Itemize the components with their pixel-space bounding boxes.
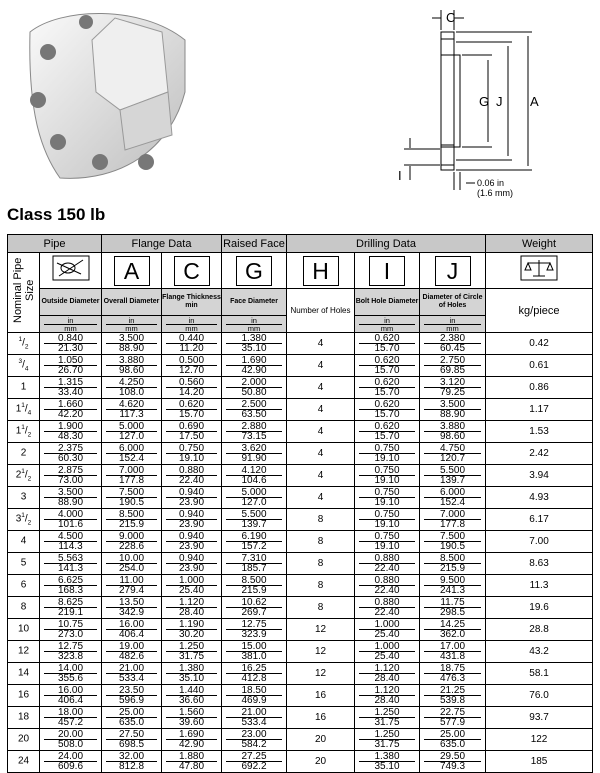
bolt-hole-icon: I bbox=[355, 253, 420, 289]
weight-cell: 1.17 bbox=[486, 399, 593, 421]
overall-diameter-cell: 6.000 152.4 bbox=[102, 443, 162, 465]
outside-diameter-cell: 3.500 88.90 bbox=[40, 487, 102, 509]
flange-thickness-cell: 0.940 23.90 bbox=[162, 531, 222, 553]
weight-cell: 93.7 bbox=[486, 707, 593, 729]
outside-diameter-cell: 6.625 168.3 bbox=[40, 575, 102, 597]
nps-cell: 3 bbox=[8, 487, 40, 509]
face-diameter-cell: 7.310 185.7 bbox=[222, 553, 287, 575]
desc-outside-diameter: Outside Diameter bbox=[40, 289, 102, 316]
circle-of-holes-cell: 7.000 177.8 bbox=[420, 509, 486, 531]
outside-diameter-cell: 1.315 33.40 bbox=[40, 377, 102, 399]
circle-of-holes-cell: 8.500 215.9 bbox=[420, 553, 486, 575]
circle-of-holes-cell: 18.75 476.3 bbox=[420, 663, 486, 685]
desc-bolt-hole-diameter: Bolt Hole Diameter bbox=[355, 289, 420, 316]
face-diameter-cell: 15.00 381.0 bbox=[222, 641, 287, 663]
number-of-holes-cell: 4 bbox=[287, 443, 355, 465]
weight-cell: 11.3 bbox=[486, 575, 593, 597]
overall-diameter-cell: 16.00 406.4 bbox=[102, 619, 162, 641]
weight-cell: 0.42 bbox=[486, 333, 593, 355]
table-row bbox=[8, 509, 593, 531]
flange-thickness-cell: 0.750 19.10 bbox=[162, 443, 222, 465]
outside-diameter-cell: 14.00 355.6 bbox=[40, 663, 102, 685]
flange-thickness-cell: 0.440 11.20 bbox=[162, 333, 222, 355]
weight-cell: 76.0 bbox=[486, 685, 593, 707]
outside-diameter-cell: 24.00 609.6 bbox=[40, 751, 102, 773]
face-diameter-cell: 2.500 63.50 bbox=[222, 399, 287, 421]
bolt-hole-diameter-cell: 0.620 15.70 bbox=[355, 421, 420, 443]
outside-diameter-cell: 1.900 48.30 bbox=[40, 421, 102, 443]
table-row bbox=[8, 685, 593, 707]
overall-diameter-cell: 3.880 98.60 bbox=[102, 355, 162, 377]
circle-of-holes-cell: 17.00 431.8 bbox=[420, 641, 486, 663]
table-row bbox=[8, 729, 593, 751]
nps-cell: 24 bbox=[8, 751, 40, 773]
bolt-hole-diameter-cell: 0.750 19.10 bbox=[355, 531, 420, 553]
page-title: Class 150 lb bbox=[7, 205, 106, 224]
weight-cell: 43.2 bbox=[486, 641, 593, 663]
group-header-drilling: Drilling Data bbox=[287, 235, 486, 253]
flange-thickness-cell: 1.120 28.40 bbox=[162, 597, 222, 619]
table-row bbox=[8, 487, 593, 509]
bolt-hole-diameter-cell: 0.750 19.10 bbox=[355, 487, 420, 509]
desc-flange-thickness: Flange Thickness min bbox=[162, 289, 222, 316]
number-of-holes-cell: 8 bbox=[287, 575, 355, 597]
circle-of-holes-cell: 9.500 241.3 bbox=[420, 575, 486, 597]
overall-diameter-cell: 21.00 533.4 bbox=[102, 663, 162, 685]
overall-diameter-cell: 19.00 482.6 bbox=[102, 641, 162, 663]
overall-diameter-cell: 27.50 698.5 bbox=[102, 729, 162, 751]
desc-number-of-holes: Number of Holes bbox=[287, 289, 355, 333]
flange-3d-render bbox=[30, 13, 185, 178]
flange-thickness-cell: 1.190 30.20 bbox=[162, 619, 222, 641]
table-row bbox=[8, 333, 593, 355]
table-row bbox=[8, 531, 593, 553]
bolt-hole-diameter-cell: 0.620 15.70 bbox=[355, 355, 420, 377]
nps-cell: 14 bbox=[8, 663, 40, 685]
circle-icon: J bbox=[420, 253, 486, 289]
number-of-holes-cell: 12 bbox=[287, 619, 355, 641]
outside-diameter-cell: 5.563 141.3 bbox=[40, 553, 102, 575]
flange-thickness-cell: 0.690 17.50 bbox=[162, 421, 222, 443]
overall-diameter-cell: 9.000 228.6 bbox=[102, 531, 162, 553]
circle-of-holes-cell: 3.500 88.90 bbox=[420, 399, 486, 421]
flange-thickness-cell: 1.690 42.90 bbox=[162, 729, 222, 751]
nps-cell: 4 bbox=[8, 531, 40, 553]
face-diameter-cell: 3.620 91.90 bbox=[222, 443, 287, 465]
holes-icon: H bbox=[287, 253, 355, 289]
outside-diameter-cell: 12.75 323.8 bbox=[40, 641, 102, 663]
number-of-holes-cell: 8 bbox=[287, 509, 355, 531]
table-row bbox=[8, 553, 593, 575]
outside-diameter-cell: 16.00 406.4 bbox=[40, 685, 102, 707]
flange-spec-table bbox=[7, 234, 593, 773]
outside-diameter-cell: 4.500 114.3 bbox=[40, 531, 102, 553]
number-of-holes-cell: 4 bbox=[287, 465, 355, 487]
nps-cell: 6 bbox=[8, 575, 40, 597]
units-row: in mm in mm in mm in mm in mm in mm bbox=[8, 316, 593, 333]
circle-of-holes-cell: 21.25 539.8 bbox=[420, 685, 486, 707]
overall-diameter-cell: 3.500 88.90 bbox=[102, 333, 162, 355]
circle-of-holes-cell: 7.500 190.5 bbox=[420, 531, 486, 553]
desc-weight-unit: kg/piece bbox=[486, 289, 593, 333]
bolt-hole-5 bbox=[138, 154, 154, 170]
overall-diameter-cell: 10.00 254.0 bbox=[102, 553, 162, 575]
dim-label-j: J bbox=[496, 94, 503, 109]
circle-of-holes-cell: 14.25 362.0 bbox=[420, 619, 486, 641]
number-of-holes-cell: 4 bbox=[287, 377, 355, 399]
table-row bbox=[8, 751, 593, 773]
nps-cell: 16 bbox=[8, 685, 40, 707]
bolt-hole-diameter-cell: 1.380 35.10 bbox=[355, 751, 420, 773]
nps-cell: 20 bbox=[8, 729, 40, 751]
flange-thickness-cell: 1.250 31.75 bbox=[162, 641, 222, 663]
face-diameter-cell: 6.190 157.2 bbox=[222, 531, 287, 553]
overall-diameter-cell: 32.00 812.8 bbox=[102, 751, 162, 773]
raised-face-note-mm: (1.6 mm) bbox=[477, 188, 513, 198]
nps-cell: $2^1/_2$ bbox=[8, 465, 40, 487]
face-diameter-icon: G bbox=[222, 253, 287, 289]
weight-cell: 2.42 bbox=[486, 443, 593, 465]
flange-thickness-cell: 1.000 25.40 bbox=[162, 575, 222, 597]
overall-diameter-cell: 23.50 596.9 bbox=[102, 685, 162, 707]
face-diameter-cell: 5.500 139.7 bbox=[222, 509, 287, 531]
table-row bbox=[8, 355, 593, 377]
thickness-icon: C bbox=[162, 253, 222, 289]
flange-thickness-cell: 0.620 15.70 bbox=[162, 399, 222, 421]
face-diameter-cell: 5.000 127.0 bbox=[222, 487, 287, 509]
nps-cell: $1^1/_4$ bbox=[8, 399, 40, 421]
face-diameter-cell: 18.50 469.9 bbox=[222, 685, 287, 707]
bolt-hole-diameter-cell: 0.750 19.10 bbox=[355, 509, 420, 531]
bolt-hole-diameter-cell: 1.000 25.40 bbox=[355, 641, 420, 663]
nps-cell: $^1/_2$ bbox=[8, 333, 40, 355]
table-row bbox=[8, 641, 593, 663]
overall-diameter-cell: 8.500 215.9 bbox=[102, 509, 162, 531]
number-of-holes-cell: 8 bbox=[287, 597, 355, 619]
nps-cell: $1^1/_2$ bbox=[8, 421, 40, 443]
dim-label-i: I bbox=[398, 168, 402, 183]
circle-of-holes-cell: 3.880 98.60 bbox=[420, 421, 486, 443]
face-diameter-cell: 10.62 269.7 bbox=[222, 597, 287, 619]
outside-diameter-cell: 8.625 219.1 bbox=[40, 597, 102, 619]
dim-label-g: G bbox=[479, 94, 490, 109]
outside-diameter-cell: 2.375 60.30 bbox=[40, 443, 102, 465]
desc-overall-diameter: Overall Diameter bbox=[102, 289, 162, 316]
bolt-hole-diameter-cell: 1.250 31.75 bbox=[355, 729, 420, 751]
number-of-holes-cell: 4 bbox=[287, 399, 355, 421]
number-of-holes-cell: 20 bbox=[287, 729, 355, 751]
face-diameter-cell: 21.00 533.4 bbox=[222, 707, 287, 729]
bolt-hole-diameter-cell: 1.000 25.40 bbox=[355, 619, 420, 641]
nps-cell: 18 bbox=[8, 707, 40, 729]
nps-label: Nominal Pipe Size bbox=[11, 257, 36, 323]
weight-cell: 122 bbox=[486, 729, 593, 751]
scale-icon bbox=[486, 253, 593, 289]
bolt-hole-diameter-cell: 0.620 15.70 bbox=[355, 333, 420, 355]
overall-diameter-cell: 25.00 635.0 bbox=[102, 707, 162, 729]
weight-cell: 3.94 bbox=[486, 465, 593, 487]
bolt-hole-diameter-cell: 0.750 19.10 bbox=[355, 443, 420, 465]
circle-of-holes-cell: 2.380 60.45 bbox=[420, 333, 486, 355]
outside-diameter-cell: 1.660 42.20 bbox=[40, 399, 102, 421]
number-of-holes-cell: 4 bbox=[287, 487, 355, 509]
overall-diameter-cell: 11.00 279.4 bbox=[102, 575, 162, 597]
nps-cell: 1 bbox=[8, 377, 40, 399]
dim-label-c: C bbox=[446, 10, 456, 25]
table-row bbox=[8, 619, 593, 641]
circle-of-holes-cell: 29.50 749.3 bbox=[420, 751, 486, 773]
weight-cell: 1.53 bbox=[486, 421, 593, 443]
number-of-holes-cell: 4 bbox=[287, 355, 355, 377]
table-row bbox=[8, 377, 593, 399]
circle-of-holes-cell: 6.000 152.4 bbox=[420, 487, 486, 509]
bolt-hole-2 bbox=[30, 92, 46, 108]
bolt-hole-diameter-cell: 0.620 15.70 bbox=[355, 377, 420, 399]
face-diameter-cell: 4.120 104.6 bbox=[222, 465, 287, 487]
face-diameter-cell: 1.380 35.10 bbox=[222, 333, 287, 355]
table-row bbox=[8, 399, 593, 421]
circle-of-holes-cell: 25.00 635.0 bbox=[420, 729, 486, 751]
table-row bbox=[8, 597, 593, 619]
face-diameter-cell: 2.000 50.80 bbox=[222, 377, 287, 399]
flange-thickness-cell: 0.500 12.70 bbox=[162, 355, 222, 377]
overall-diameter-cell: 4.620 117.3 bbox=[102, 399, 162, 421]
weight-cell: 7.00 bbox=[486, 531, 593, 553]
table-row bbox=[8, 465, 593, 487]
nps-cell: 8 bbox=[8, 597, 40, 619]
number-of-holes-cell: 8 bbox=[287, 531, 355, 553]
overall-diameter-cell: 7.500 190.5 bbox=[102, 487, 162, 509]
flange-illustration bbox=[0, 0, 600, 205]
nps-cell: $3^1/_2$ bbox=[8, 509, 40, 531]
bolt-hole-diameter-cell: 0.880 22.40 bbox=[355, 597, 420, 619]
outside-diameter-cell: 4.000 101.6 bbox=[40, 509, 102, 531]
flange-thickness-cell: 0.940 23.90 bbox=[162, 553, 222, 575]
bolt-hole-1 bbox=[40, 44, 56, 60]
outside-diameter-cell: 20.00 508.0 bbox=[40, 729, 102, 751]
number-of-holes-cell: 20 bbox=[287, 751, 355, 773]
flange-thickness-cell: 1.880 47.80 bbox=[162, 751, 222, 773]
number-of-holes-cell: 16 bbox=[287, 707, 355, 729]
weight-cell: 8.63 bbox=[486, 553, 593, 575]
circle-of-holes-cell: 11.75 298.5 bbox=[420, 597, 486, 619]
nps-cell: 5 bbox=[8, 553, 40, 575]
weight-cell: 0.86 bbox=[486, 377, 593, 399]
table-row bbox=[8, 421, 593, 443]
number-of-holes-cell: 8 bbox=[287, 553, 355, 575]
bolt-hole-diameter-cell: 0.880 22.40 bbox=[355, 575, 420, 597]
face-diameter-cell: 8.500 215.9 bbox=[222, 575, 287, 597]
circle-of-holes-cell: 5.500 139.7 bbox=[420, 465, 486, 487]
flange-thickness-cell: 0.880 22.40 bbox=[162, 465, 222, 487]
weight-cell: 185 bbox=[486, 751, 593, 773]
bolt-hole-3 bbox=[50, 134, 66, 150]
flange-thickness-cell: 0.940 23.90 bbox=[162, 509, 222, 531]
bolt-hole-6 bbox=[79, 15, 93, 29]
flange-thickness-cell: 1.380 35.10 bbox=[162, 663, 222, 685]
face-diameter-cell: 1.690 42.90 bbox=[222, 355, 287, 377]
circle-of-holes-cell: 3.120 79.25 bbox=[420, 377, 486, 399]
face-diameter-cell: 23.00 584.2 bbox=[222, 729, 287, 751]
outside-diameter-cell: 0.840 21.30 bbox=[40, 333, 102, 355]
bolt-hole-diameter-cell: 0.880 22.40 bbox=[355, 553, 420, 575]
weight-cell: 58.1 bbox=[486, 663, 593, 685]
bolt-hole-diameter-cell: 0.750 19.10 bbox=[355, 465, 420, 487]
overall-diameter-icon: A bbox=[102, 253, 162, 289]
overall-diameter-cell: 4.250 108.0 bbox=[102, 377, 162, 399]
outside-diameter-cell: 10.75 273.0 bbox=[40, 619, 102, 641]
circle-of-holes-cell: 22.75 577.9 bbox=[420, 707, 486, 729]
raised-face-note-in: 0.06 in bbox=[477, 178, 505, 188]
weight-cell: 4.93 bbox=[486, 487, 593, 509]
dim-label-a: A bbox=[530, 94, 539, 109]
bolt-hole-diameter-cell: 1.120 28.40 bbox=[355, 685, 420, 707]
bolt-hole-diameter-cell: 0.620 15.70 bbox=[355, 399, 420, 421]
nps-cell: 2 bbox=[8, 443, 40, 465]
number-of-holes-cell: 12 bbox=[287, 641, 355, 663]
group-header-raised-face: Raised Face bbox=[222, 235, 287, 253]
outside-diameter-cell: 2.875 73.00 bbox=[40, 465, 102, 487]
flange-thickness-cell: 0.940 23.90 bbox=[162, 487, 222, 509]
flange-thickness-cell: 1.440 36.60 bbox=[162, 685, 222, 707]
number-of-holes-cell: 12 bbox=[287, 663, 355, 685]
flange-thickness-cell: 0.560 14.20 bbox=[162, 377, 222, 399]
table-row bbox=[8, 575, 593, 597]
bolt-hole-diameter-cell: 1.250 31.75 bbox=[355, 707, 420, 729]
face-diameter-cell: 27.25 692.2 bbox=[222, 751, 287, 773]
overall-diameter-cell: 5.000 127.0 bbox=[102, 421, 162, 443]
nps-cell: 12 bbox=[8, 641, 40, 663]
overall-diameter-cell: 7.000 177.8 bbox=[102, 465, 162, 487]
group-header-pipe: Pipe bbox=[8, 235, 102, 253]
group-header-weight: Weight bbox=[486, 235, 593, 253]
desc-face-diameter: Face Diameter bbox=[222, 289, 287, 316]
nps-cell: 10 bbox=[8, 619, 40, 641]
flange-cross-section bbox=[404, 10, 532, 190]
circle-of-holes-cell: 4.750 120.7 bbox=[420, 443, 486, 465]
face-diameter-cell: 12.75 323.9 bbox=[222, 619, 287, 641]
nps-header-cell bbox=[8, 253, 40, 333]
bolt-hole-4 bbox=[92, 154, 108, 170]
number-of-holes-cell: 16 bbox=[287, 685, 355, 707]
number-of-holes-cell: 4 bbox=[287, 421, 355, 443]
nps-cell: $^3/_4$ bbox=[8, 355, 40, 377]
circle-of-holes-cell: 2.750 69.85 bbox=[420, 355, 486, 377]
group-header-flange: Flange Data bbox=[102, 235, 222, 253]
weight-cell: 19.6 bbox=[486, 597, 593, 619]
weight-cell: 6.17 bbox=[486, 509, 593, 531]
number-of-holes-cell: 4 bbox=[287, 333, 355, 355]
desc-circle-of-holes: Diameter of Circle of Holes bbox=[420, 289, 486, 316]
table-row bbox=[8, 443, 593, 465]
weight-cell: 0.61 bbox=[486, 355, 593, 377]
outside-diameter-cell: 1.050 26.70 bbox=[40, 355, 102, 377]
outside-diameter-cell: 18.00 457.2 bbox=[40, 707, 102, 729]
flange-thickness-cell: 1.560 39.60 bbox=[162, 707, 222, 729]
pipe-icon bbox=[40, 253, 102, 289]
face-diameter-cell: 2.880 73.15 bbox=[222, 421, 287, 443]
table-row bbox=[8, 707, 593, 729]
bolt-hole-diameter-cell: 1.120 28.40 bbox=[355, 663, 420, 685]
face-diameter-cell: 16.25 412.8 bbox=[222, 663, 287, 685]
table-row bbox=[8, 663, 593, 685]
weight-cell: 28.8 bbox=[486, 619, 593, 641]
overall-diameter-cell: 13.50 342.9 bbox=[102, 597, 162, 619]
